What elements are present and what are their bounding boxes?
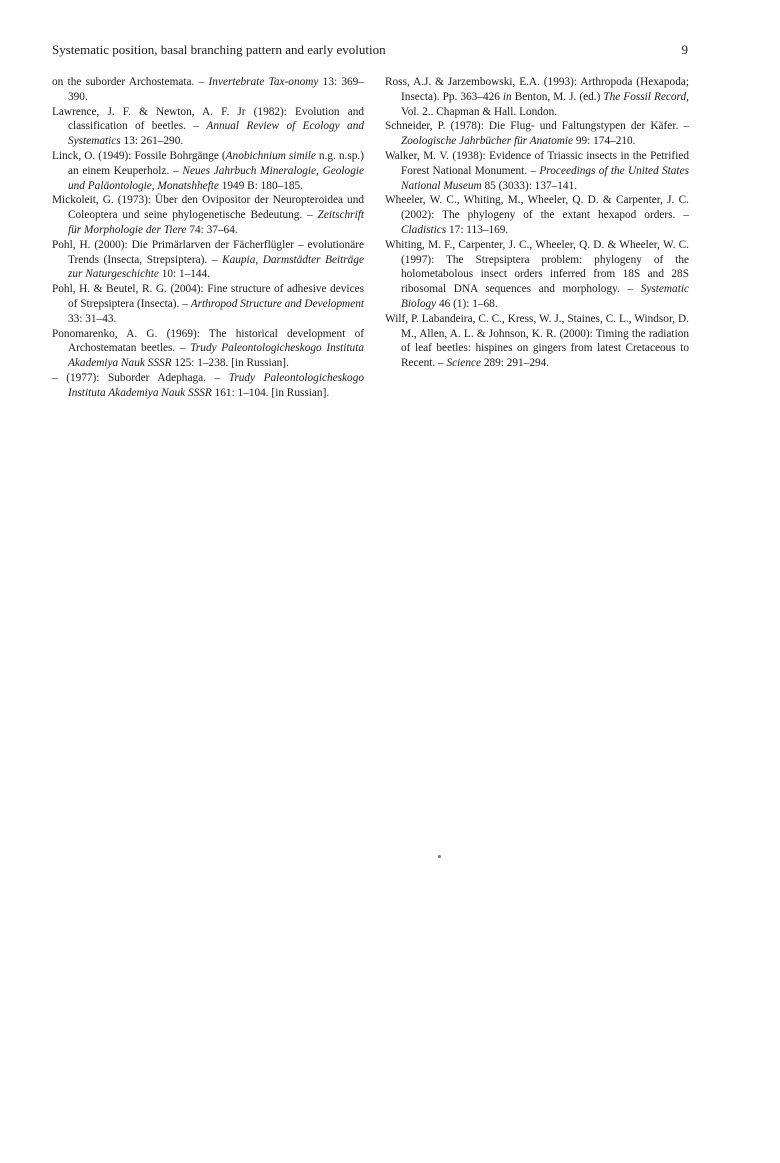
reference-entry: [385, 238, 689, 312]
reference-text: Lawrence, J. F. & Newton, A. F. Jr (1982): Evolution and classification of beetles. –: [52, 105, 364, 133]
reference-text: 10: 1–144.: [158, 268, 211, 281]
reference-journal: in: [502, 90, 512, 103]
reference-entry: [385, 149, 689, 193]
reference-text: 125: 1–238. [in Russian].: [171, 357, 289, 370]
reference-text: Mickoleit, G. (1973): Über den Ovipositor der Neuropteroidea und Coleoptera und seine phylogenetische Bedeutung. –: [52, 194, 364, 222]
reference-text: 99: 174–210.: [573, 135, 636, 148]
reference-text: Ross, A.J. & Jarzembowski, E.A. (1993): Arthropoda (Hexapoda; Insecta). Pp. 363–426: [385, 76, 689, 103]
reference-journal: Zoologische Jahrbücher für Anatomie: [401, 135, 574, 148]
reference-entry: [52, 282, 364, 326]
scan-speck: [438, 855, 441, 858]
reference-text: on the suborder Archostemata. –: [52, 76, 209, 88]
reference-journal: The Fossil Record: [603, 90, 687, 103]
running-title: Systematic position, basal branching pattern and early evolution: [52, 42, 386, 57]
reference-text: Ponomarenko, A. G. (1969): The historical development of Archostematan beetles. –: [52, 327, 364, 355]
reference-column-right: [385, 75, 689, 371]
reference-text: 74: 37–64.: [186, 223, 238, 236]
reference-entry: [52, 371, 364, 401]
reference-entry: [52, 193, 364, 237]
reference-entry: [385, 119, 689, 149]
reference-text: Linck, O. (1949): Fossile Bohrgänge (: [52, 149, 226, 162]
reference-journal: Arthropod Structure and Development: [190, 297, 364, 310]
reference-text: 13: 261–290.: [120, 135, 184, 148]
reference-text: 13: 369–390.: [68, 76, 364, 103]
running-header: [52, 42, 688, 60]
reference-text: 1949 B: 180–185.: [218, 179, 304, 192]
reference-journal: Trudy Paleontologicheskogo Instituta Akademiya Nauk SSSR: [68, 371, 364, 399]
reference-text: Wheeler, W. C., Whiting, M., Wheeler, Q. D. & Carpenter, J. C. (2002): The phylogeny of the extant hexapod orders. –: [385, 194, 689, 222]
reference-text: , Vol. 2.. Chapman & Hall. London.: [401, 90, 689, 118]
reference-text: – (1977): Suborder Adephaga. –: [52, 371, 229, 384]
reference-text: 161: 1–104. [in Russian].: [211, 386, 330, 399]
reference-journal: Proceedings of the United States National Museum: [401, 164, 689, 192]
reference-entry: [52, 149, 364, 193]
reference-journal: Trudy Paleontologicheskogo Instituta Akademiya Nauk SSSR: [68, 342, 364, 370]
reference-entry: [385, 312, 689, 371]
reference-journal: Annual Review of Ecology and Systematics: [68, 120, 364, 148]
reference-text: n.g. n.sp.) an einem Keuperholz. –: [68, 149, 364, 177]
reference-journal: Kaupia, Darmstädter Beiträge zur Naturgeschichte: [68, 253, 364, 281]
reference-text: 85 (3033): 137–141.: [481, 179, 578, 192]
reference-text: 17: 113–169.: [446, 223, 509, 236]
reference-entry: [385, 75, 689, 119]
reference-text: Pohl, H. & Beutel, R. G. (2004): Fine structure of adhesive devices of Strepsiptera (Insecta). –: [52, 283, 364, 310]
reference-text: 46 (1): 1–68.: [436, 297, 498, 310]
reference-entry: [52, 105, 364, 149]
reference-journal: Systematic Biology: [401, 283, 689, 310]
reference-text: 289: 291–294.: [481, 357, 550, 370]
reference-journal: Anobichnium simile: [225, 149, 316, 162]
reference-text: Walker, M. V. (1938): Evidence of Triassic insects in the Petrified Forest National Monument. –: [385, 149, 689, 177]
reference-entry: [52, 327, 364, 371]
reference-entry: [52, 238, 364, 282]
reference-journal: Zeitschrift für Morphologie der Tiere: [68, 209, 364, 236]
reference-journal: Neues Jahrbuch Mineralogie, Geologie und Paläontologie, Monatshhefte: [68, 164, 365, 192]
page-number: 9: [681, 42, 688, 57]
reference-text: Schneider, P. (1978): Die Flug- und Faltungstypen der Käfer. –: [385, 120, 689, 133]
reference-column-left: [52, 75, 364, 401]
reference-text: 33: 31–43.: [68, 312, 117, 325]
reference-journal: Invertebrate Tax-onomy: [208, 76, 319, 88]
reference-journal: Cladistics: [401, 223, 447, 236]
reference-text: Pohl, H. (2000): Die Primärlarven der Fächerflügler – evolutionäre Trends (Insecta, Strepsiptera). –: [52, 238, 364, 266]
reference-text: Whiting, M. F., Carpenter, J. C., Wheeler, Q. D. & Wheeler, W. C. (1997): The Strepsiptera problem: phylogeny of the holometabolous insect orders inferred from 18S and 28S ribosomal DNA sequences and morphology. –: [385, 238, 689, 296]
reference-entry: [52, 75, 364, 105]
reference-entry: [385, 193, 689, 237]
reference-text: Benton, M. J. (ed.): [511, 90, 604, 103]
reference-text: Wilf, P. Labandeira, C. C., Kress, W. J., Staines, C. L., Windsor, D. M., Allen, A. L. & Johnson, K. R. (2000): Timing the radiation of leaf beetles: hispines on gingers from latest Cretaceous to Recent. –: [385, 312, 689, 370]
reference-journal: Science: [446, 357, 481, 370]
